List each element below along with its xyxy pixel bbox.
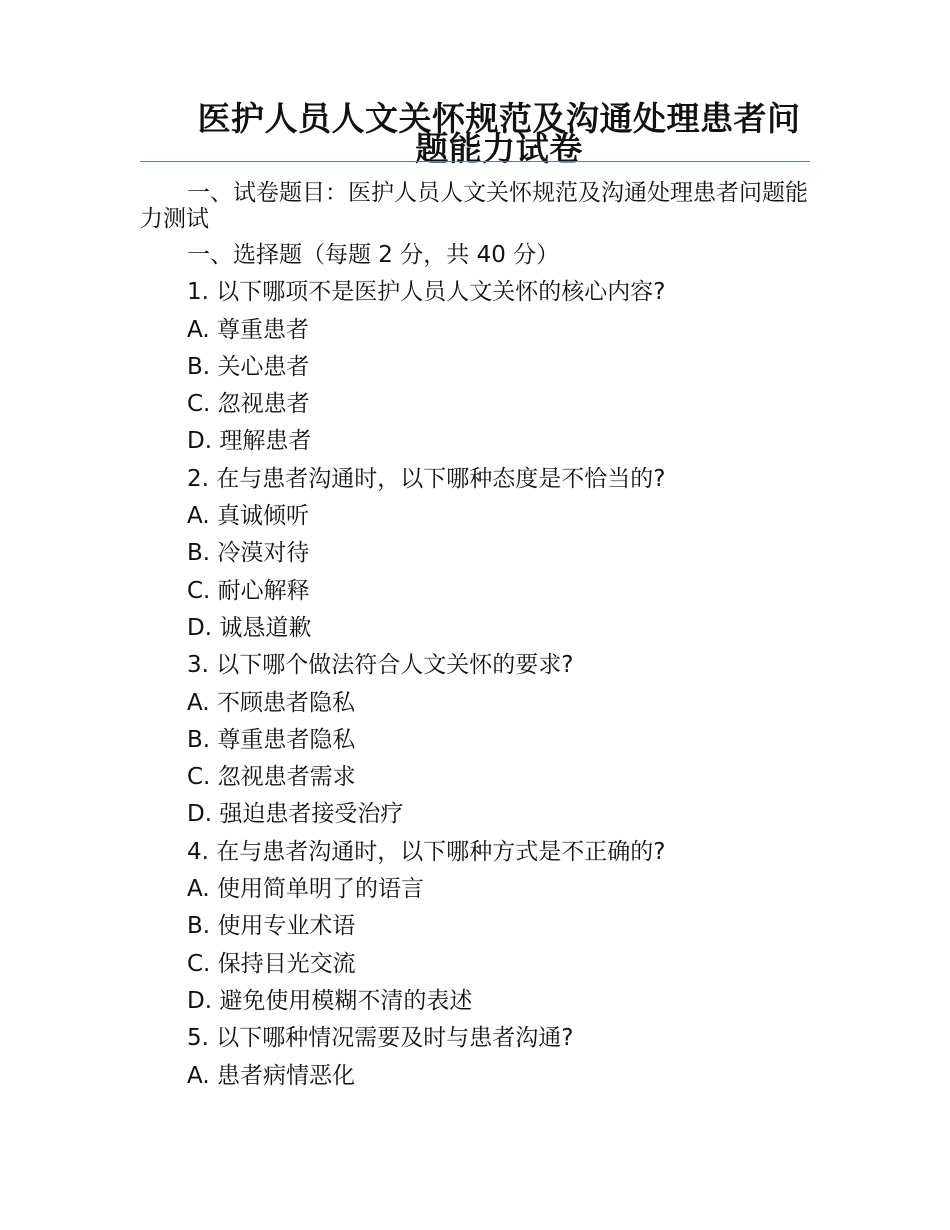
answer-option: D. 理解患者 [187,428,312,455]
answer-option: C. 耐心解释 [187,577,310,604]
section-heading: 一、选择题（每题 2 分，共 40 分） [187,242,560,268]
answer-option: C. 忽视患者 [187,391,310,418]
answer-option: A. 不顾患者隐私 [187,689,355,716]
answer-option: B. 尊重患者隐私 [187,726,356,753]
title-divider [140,161,810,162]
answer-option: B. 冷漠对待 [187,540,310,567]
question-text: 1. 以下哪项不是医护人员人文关怀的核心内容? [187,279,666,306]
question-text: 2. 在与患者沟通时，以下哪种态度是不恰当的? [187,465,666,492]
answer-option: A. 尊重患者 [187,316,309,343]
question-text: 4. 在与患者沟通时，以下哪种方式是不正确的? [187,838,666,865]
answer-option: C. 保持目光交流 [187,950,356,977]
answer-option: B. 关心患者 [187,353,310,380]
answer-option: D. 强迫患者接受治疗 [187,801,404,828]
exam-heading: 一、试卷题目：医护人员人文关怀规范及沟通处理患者问题能力测试 [140,180,808,232]
answer-option: A. 真诚倾听 [187,503,309,530]
answer-option: A. 患者病情恶化 [187,1062,355,1089]
question-text: 5. 以下哪种情况需要及时与患者沟通? [187,1025,574,1052]
document-title: 医护人员人文关怀规范及沟通处理患者问题能力试卷 [197,99,801,168]
answer-option: D. 诚恳道歉 [187,614,312,641]
question-text: 3. 以下哪个做法符合人文关怀的要求? [187,652,574,679]
answer-option: B. 使用专业术语 [187,913,356,940]
answer-option: C. 忽视患者需求 [187,764,356,791]
answer-option: D. 避免使用模糊不清的表述 [187,987,473,1014]
question-list [187,237,827,1095]
answer-option: A. 使用简单明了的语言 [187,876,424,903]
